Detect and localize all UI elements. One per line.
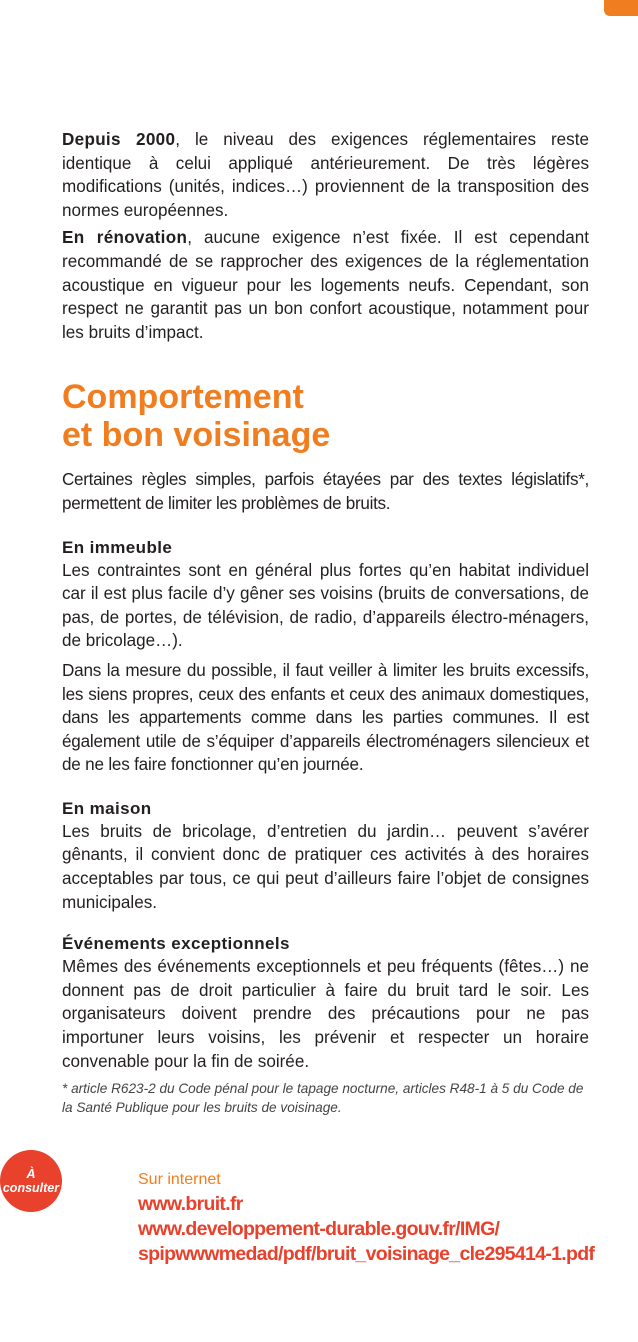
immeuble-heading: En immeuble xyxy=(62,537,173,557)
section-title xyxy=(62,378,589,454)
link-bruit[interactable]: www.bruit.fr xyxy=(138,1193,243,1215)
intro-text-2: , aucune exigence n’est fixée. Il est cependant recommandé de se rapprocher des exigences de la réglementation acoustique en vigueur pour les logements neufs. Cependant, son respect ne garantit pas un bon confort acoustique, notamment pour les bruits d’impact. xyxy=(62,228,590,342)
web-links xyxy=(138,1170,594,1267)
section-title-line-1: Comportement xyxy=(62,378,304,417)
intro-paragraph-2 xyxy=(62,226,589,344)
badge-line-2: consulter xyxy=(2,1181,60,1195)
link-developpement-durable[interactable] xyxy=(138,1217,594,1267)
maison-paragraph-1: Les bruits de bricolage, d’entretien du jardin… peuvent s’avérer gênants, il convient donc de pratiquer ces activités à des horaires acceptables par tous, ce qui peut d’ailleurs faire l’objet de consignes municipales. xyxy=(62,821,589,912)
intro-text-1: , le niveau des exigences réglementaires reste identique à celui appliqué antérieurement. De très légères modifications (unités, indices…) proviennent de la transposition des normes européennes. xyxy=(62,130,589,220)
immeuble-paragraph-2: Dans la mesure du possible, il faut veiller à limiter les bruits excessifs, les siens propres, ceux des enfants et ceux des animaux domestiques, dans les appartements comme dans les parties communes. Il est également utile de s’équiper d’appareils électroménagers silencieux et de ne les faire fonctionner qu’en journée. xyxy=(62,660,589,775)
maison-heading: En maison xyxy=(62,798,152,818)
badge-line-1: À xyxy=(26,1167,36,1181)
corner-tab xyxy=(604,0,638,16)
link-developpement-durable-line-2[interactable]: spipwwwmedad/pdf/bruit_voisinage_cle295414-1.pdf xyxy=(138,1243,595,1265)
evenements-paragraph-1: Mêmes des événements exceptionnels et peu fréquents (fêtes…) ne donnent pas de droit particulier à faire du bruit tard le soir. Les organisateurs doivent prendre des précautions pour ne pas importuner leurs voisins, les prévenir et respecter un horaire convenable pour la fin de soirée. xyxy=(62,957,589,1071)
footnote: * article R623-2 du Code pénal pour le tapage nocturne, articles R48-1 à 5 du Code de la Santé Publique pour les bruits de voisinage. xyxy=(62,1081,584,1116)
section-intro: Certaines règles simples, parfois étayées par des textes législatifs*, permettent de limiter les problèmes de bruits. xyxy=(62,470,589,513)
intro-lead-renovation: En rénovation xyxy=(62,228,188,248)
evenements-heading: Événements exceptionnels xyxy=(62,934,290,954)
section-title-line-2: et bon voisinage xyxy=(62,416,331,455)
consult-badge xyxy=(0,1150,62,1212)
intro-paragraph-1 xyxy=(62,128,589,222)
page-content xyxy=(62,124,589,1117)
link-developpement-durable-line-1[interactable]: www.developpement-durable.gouv.fr/IMG/ xyxy=(138,1218,500,1240)
web-label: Sur internet xyxy=(138,1171,221,1188)
intro-lead-depuis: Depuis 2000 xyxy=(62,130,176,149)
immeuble-paragraph-1: Les contraintes sont en général plus fortes qu’en habitat individuel car il est plus facile d’y gêner ses voisins (bruits de conversations, de pas, de portes, de télévision, de radio, d’appareils électro-ménagers, de bricolage…). xyxy=(62,560,589,651)
